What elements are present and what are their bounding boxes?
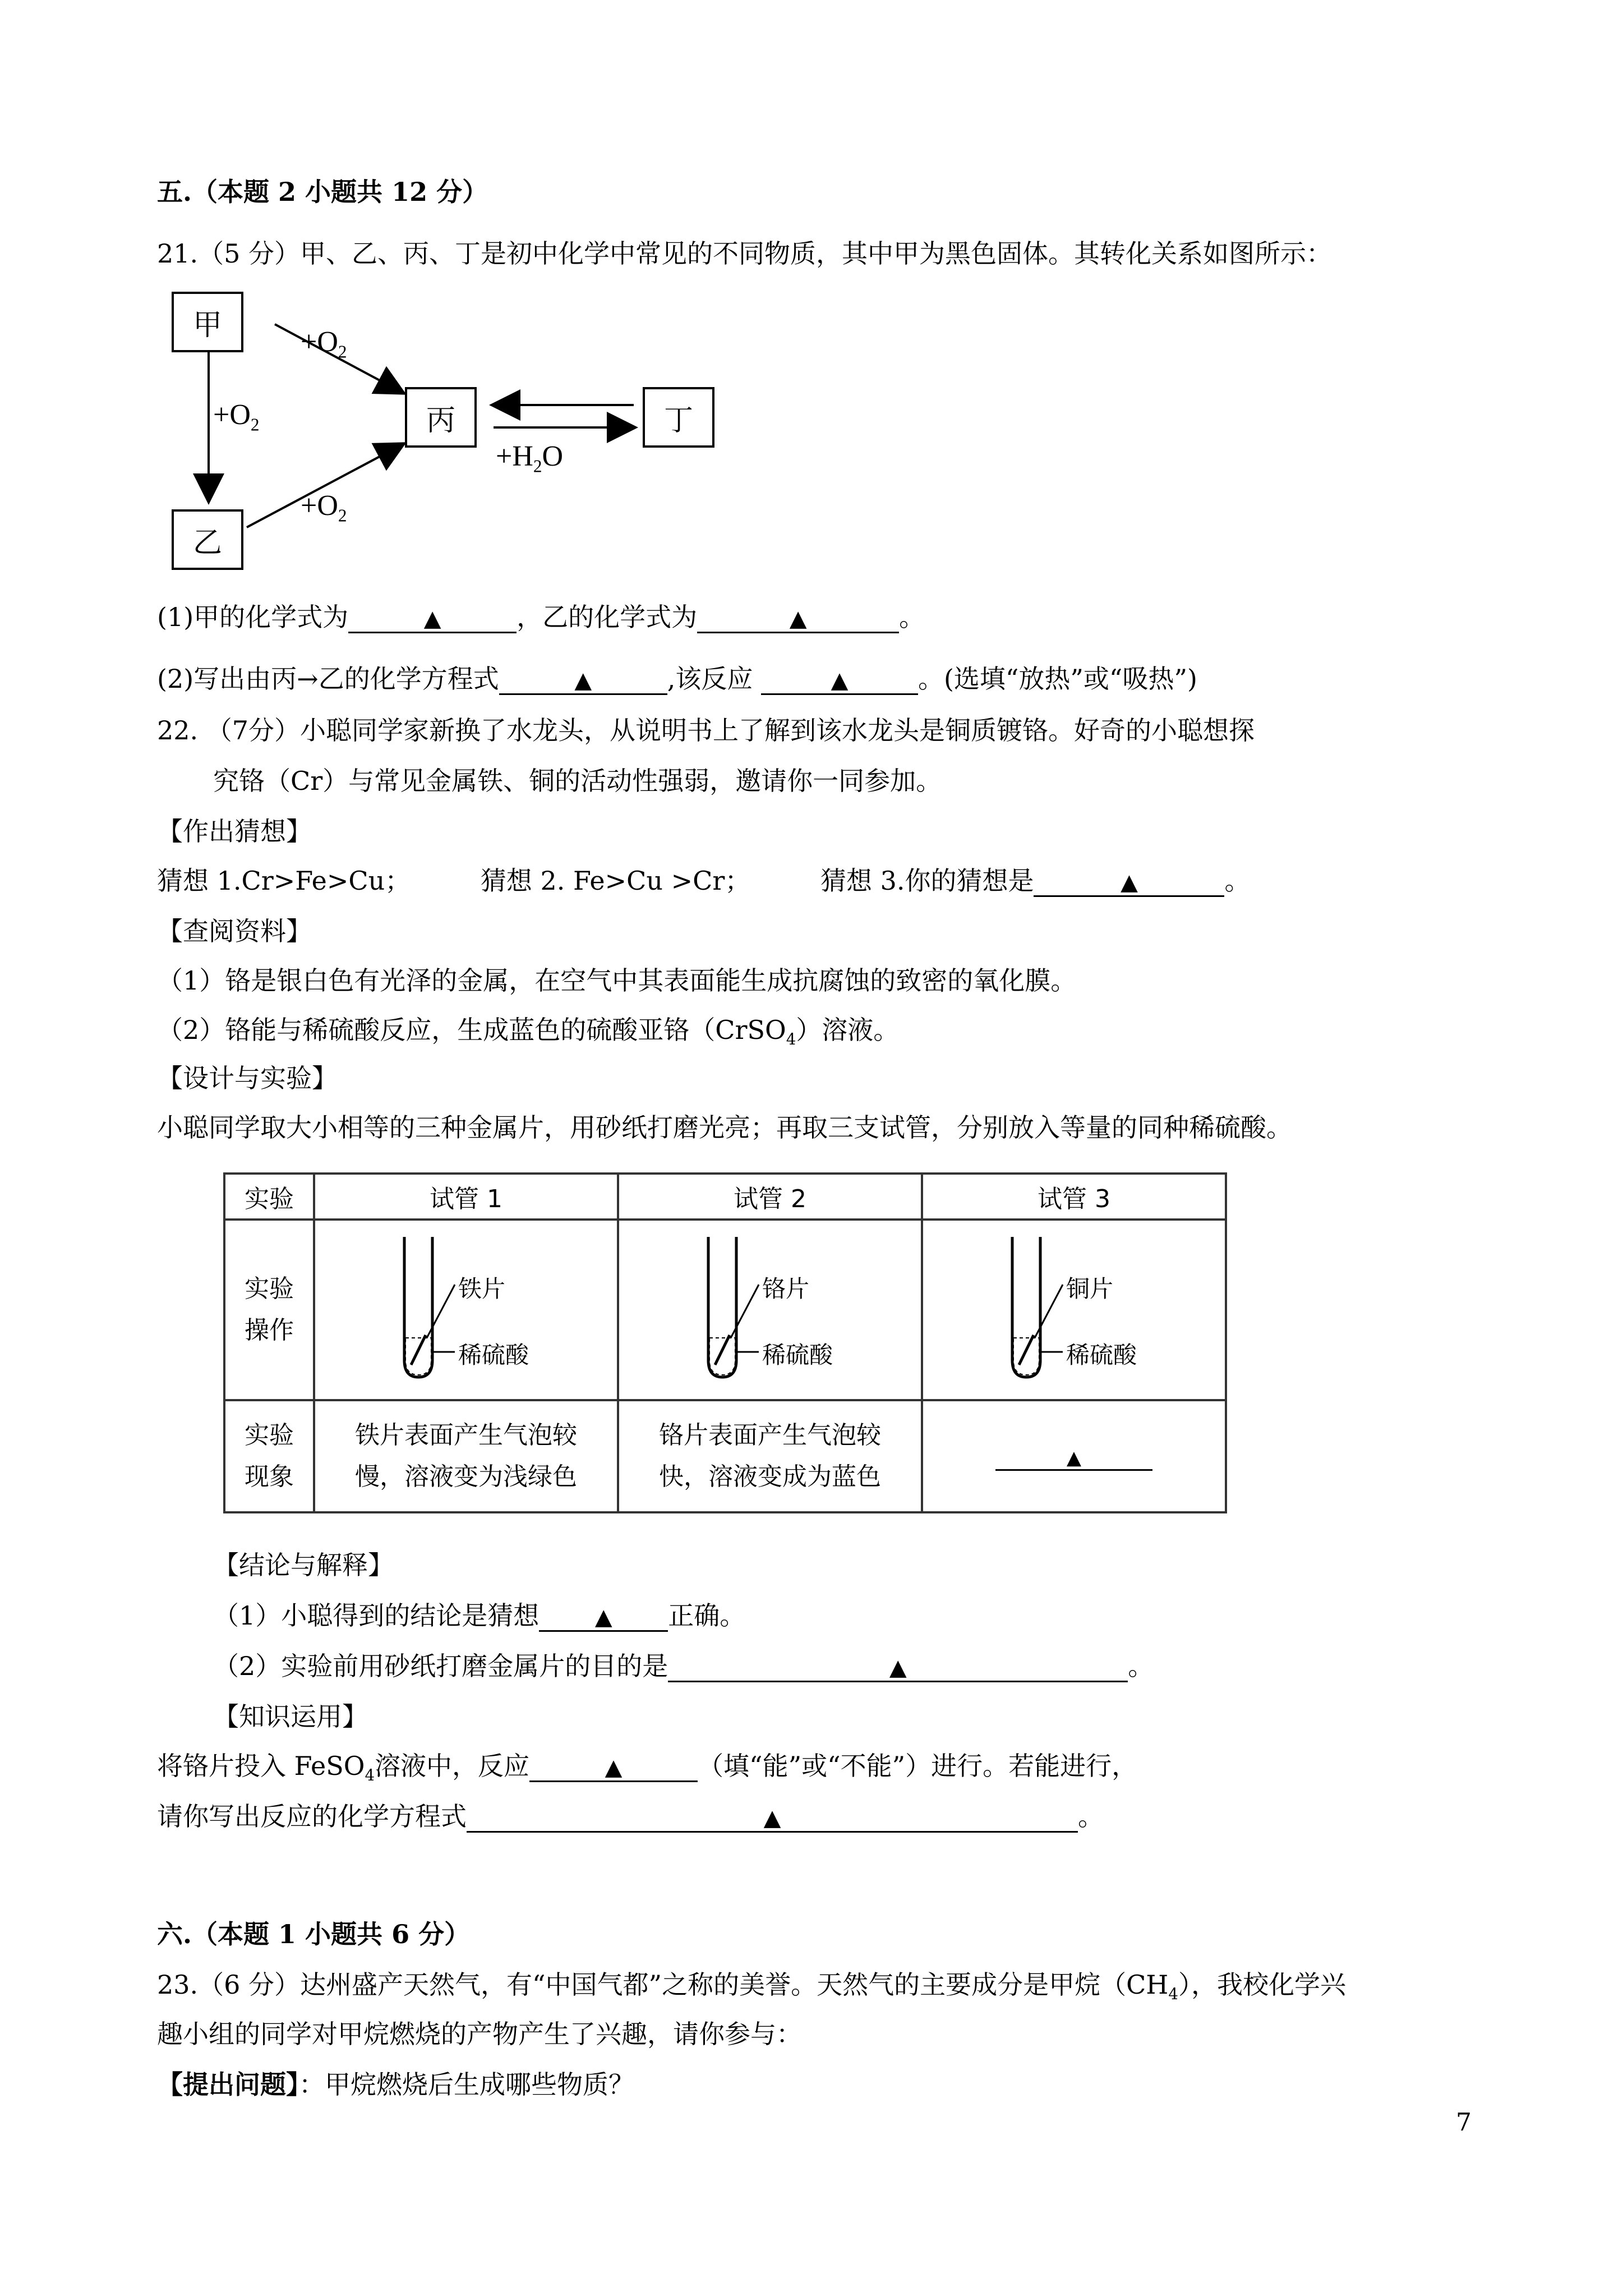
answer-blank-conclusion-guess[interactable]: ▲	[539, 1601, 668, 1632]
label-yi-to-bing: $+O_2$	[301, 490, 347, 526]
apply-2: 请你写出反应的化学方程式 ▲ 。	[157, 1801, 1104, 1832]
q23-line2: 趣小组的同学对甲烷燃烧的产物产生了兴趣，请你参与：	[157, 2019, 802, 2049]
q22-stem-line1: 22. （7分）小聪同学家新换了水龙头，从说明书上了解到该水龙头是铜质镀铬。好奇的小聪想探	[157, 715, 1255, 746]
node-ding-label: 丁	[663, 403, 693, 438]
label-jia-to-yi: $+O_2$	[213, 399, 260, 435]
apply-1: 将铬片投入 FeSO$_4$溶液中，反应 ▲ （填“能”或“不能”）进行。若能进行，	[157, 1751, 1138, 1785]
node-yi	[172, 509, 243, 570]
row-label-operation: 实验 操作	[224, 1220, 314, 1400]
table-row-operation	[224, 1220, 1226, 1400]
answer-blank-guess3[interactable]: ▲	[1034, 866, 1224, 897]
q23-line3: 【提出问题】：甲烷燃烧后生成哪些物质？	[157, 2069, 634, 2100]
table-header-experiment: 实验	[224, 1174, 314, 1220]
tube2-observation: 铬片表面产生气泡较 快，溶液变成为蓝色	[618, 1400, 922, 1512]
answer-blank-jia-formula[interactable]: ▲	[348, 602, 517, 633]
tube2-metal-label: 铬片	[762, 1275, 810, 1303]
diagram-arrows	[0, 0, 1623, 617]
tube1-cell	[314, 1220, 618, 1400]
node-bing-label: 丙	[426, 403, 455, 438]
node-bing	[405, 387, 477, 448]
answer-blank-cr-equation[interactable]: ▲	[467, 1802, 1078, 1833]
node-jia	[172, 292, 243, 352]
answer-blank-tube3[interactable]: ▲	[995, 1447, 1152, 1471]
section-6-title: 六.（本题 1 小题共 6 分）	[157, 1919, 471, 1949]
tube2-acid-label: 稀硫酸	[762, 1341, 833, 1369]
node-ding	[643, 387, 714, 448]
table-header-tube2: 试管 2	[618, 1174, 922, 1220]
tube2-cell	[618, 1220, 922, 1400]
q21-part2: (2)写出由丙→乙的化学方程式 ▲ ,该反应 ▲ 。(选填“放热”或“吸热”)	[157, 664, 1197, 694]
info-2: （2）铬能与稀硫酸反应，生成蓝色的硫酸亚铬（CrSO$_4$）溶液。	[157, 1015, 900, 1049]
q22-guesses: 猜想 1.Cr>Fe>Cu； 猜想 2. Fe>Cu >Cr； 猜想 3.你的猜想是 ▲ 。	[157, 866, 1251, 896]
tube3-cell	[922, 1220, 1226, 1400]
answer-blank-equation[interactable]: ▲	[499, 664, 667, 695]
node-jia-label: 甲	[192, 308, 222, 342]
tube3-observation[interactable]	[922, 1400, 1226, 1512]
design-text: 小聪同学取大小相等的三种金属片，用砂纸打磨光亮；再取三支试管，分别放入等量的同种稀硫酸。	[157, 1112, 1292, 1143]
guess-3: 猜想 3.你的猜想是	[820, 866, 1034, 896]
label-jia-to-bing: $+O_2$	[301, 326, 347, 362]
heading-info: 【查阅资料】	[157, 916, 312, 946]
conclusion-2: （2）实验前用砂纸打磨金属片的目的是 ▲ 。	[213, 1651, 1154, 1681]
answer-blank-heat[interactable]: ▲	[761, 664, 918, 695]
section-5-title: 五.（本题 2 小题共 12 分）	[157, 177, 488, 207]
table-row-observation	[224, 1400, 1226, 1512]
q22-stem-line2: 究铬（Cr）与常见金属铁、铜的活动性强弱，邀请你一同参加。	[213, 766, 942, 796]
experiment-table	[223, 1172, 1227, 1513]
node-yi-label: 乙	[192, 526, 222, 560]
heading-apply: 【知识运用】	[213, 1701, 368, 1732]
info-1: （1）铬是银白色有光泽的金属，在空气中其表面能生成抗腐蚀的致密的氧化膜。	[157, 965, 1077, 996]
q23-line1: 23.（6 分）达州盛产天然气，有“中国气都”之称的美誉。天然气的主要成分是甲烷$(CH_4)$，我校化学兴	[157, 1970, 1346, 2004]
page-number: 7	[1456, 2108, 1472, 2137]
heading-conclusion: 【结论与解释】	[213, 1550, 394, 1580]
guess-1: 猜想 1.Cr>Fe>Cu；	[157, 866, 411, 896]
tube1-acid-label: 稀硫酸	[458, 1341, 529, 1369]
conclusion-1: （1）小聪得到的结论是猜想 ▲ 正确。	[213, 1600, 746, 1631]
q21-part1: (1)甲的化学式为 ▲ ，乙的化学式为 ▲ 。	[157, 602, 925, 632]
guess-2: 猜想 2. Fe>Cu >Cr；	[480, 866, 751, 896]
q21-stem: 21.（5 分）甲、乙、丙、丁是初中化学中常见的不同物质，其中甲为黑色固体。其转化关系如图所示：	[157, 238, 1332, 269]
table-header-tube3: 试管 3	[922, 1174, 1226, 1220]
answer-blank-sanding-purpose[interactable]: ▲	[668, 1651, 1128, 1682]
table-header-row	[224, 1174, 1226, 1220]
heading-guess: 【作出猜想】	[157, 816, 312, 846]
label-bing-ding: $+H_2O$	[496, 440, 564, 476]
answer-blank-can-react[interactable]: ▲	[529, 1751, 698, 1782]
tube1-metal-label: 铁片	[458, 1275, 506, 1303]
table-header-tube1: 试管 1	[314, 1174, 618, 1220]
tube3-acid-label: 稀硫酸	[1066, 1341, 1137, 1369]
tube1-observation: 铁片表面产生气泡较 慢，溶液变为浅绿色	[314, 1400, 618, 1512]
heading-design: 【设计与实验】	[157, 1063, 338, 1093]
row-label-observation: 实验 现象	[224, 1400, 314, 1512]
answer-blank-yi-formula[interactable]: ▲	[697, 602, 899, 633]
tube3-metal-label: 铜片	[1066, 1275, 1114, 1303]
